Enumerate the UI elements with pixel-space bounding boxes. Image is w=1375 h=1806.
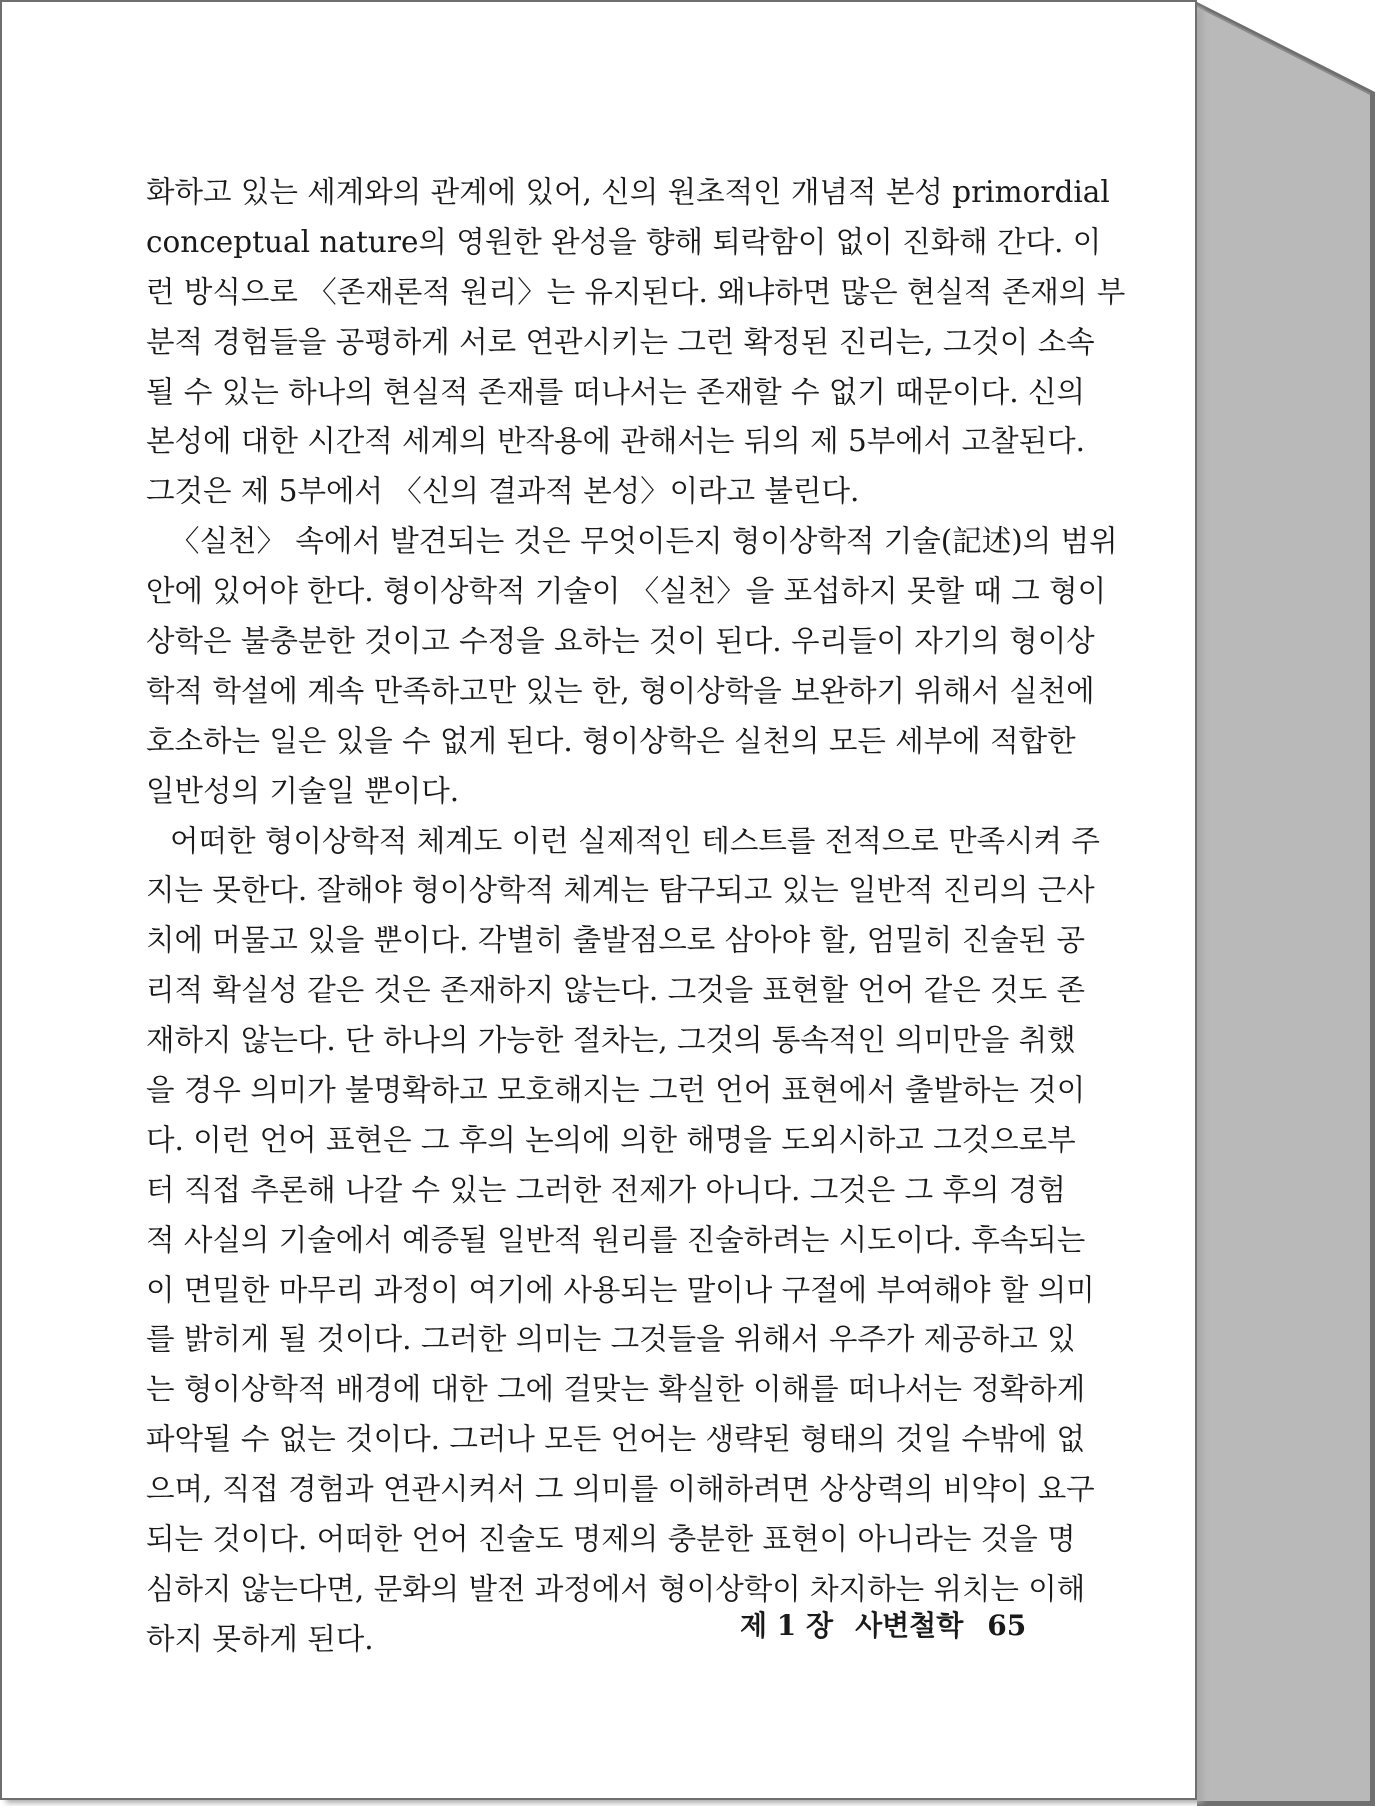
page-number: 65 [987,1609,1027,1642]
text-line: 일반성의 기술일 뿐이다. [146,773,460,808]
text-line: 되는 것이다. 어떠한 언어 진술도 명제의 충분한 표현이 아니라는 것을 명 [146,1522,1076,1557]
text-line: 리적 확실성 같은 것은 존재하지 않는다. 그것을 표현할 언어 같은 것도 존 [146,973,1085,1008]
text-line: 적 사실의 기술에서 예증될 일반적 원리를 진술하려는 시도이다. 후속되는 [146,1222,1086,1257]
text-line: 호소하는 일은 있을 수 없게 된다. 형이상학은 실천의 모든 세부에 적합한 [146,723,1076,758]
text-line: 으며, 직접 경험과 연관시켜서 그 의미를 이해하려면 상상력의 비약이 요구 [146,1472,1095,1507]
paragraph-1 [146,168,1126,517]
text-line: 그것은 제 5부에서 〈신의 결과적 본성〉이라고 불린다. [146,474,860,509]
text-line: 파악될 수 없는 것이다. 그러나 모든 언어는 생략된 형태의 것일 수밖에 없 [146,1422,1085,1457]
text-line: 안에 있어야 한다. 형이상학적 기술이 〈실천〉을 포섭하지 못할 때 그 형이 [146,574,1107,609]
paragraph-2 [146,517,1118,816]
text-line: 이 면밀한 마무리 과정이 여기에 사용되는 말이나 구절에 부여해야 할 의미 [146,1272,1095,1307]
text-line: 상학은 불충분한 것이고 수정을 요하는 것이 된다. 우리들이 자기의 형이상 [146,624,1095,659]
text-line: 〈실천〉 속에서 발견되는 것은 무엇이든지 형이상학적 기술(記述)의 범위 [170,524,1118,559]
text-line: 재하지 않는다. 단 하나의 가능한 절차는, 그것의 통속적인 의미만을 취했 [146,1023,1076,1058]
text-line: 을 경우 의미가 불명확하고 모호해지는 그런 언어 표현에서 출발하는 것이 [146,1073,1086,1108]
page-footer [740,1604,1027,1644]
text-line: 를 밝히게 될 것이다. 그러한 의미는 그것들을 위해서 우주가 제공하고 있 [146,1322,1076,1357]
text-line: 될 수 있는 하나의 현실적 존재를 떠나서는 존재할 수 없기 때문이다. 신의 [146,374,1085,409]
text-line: 터 직접 추론해 나갈 수 있는 그러한 전제가 아니다. 그것은 그 후의 경험 [146,1172,1066,1207]
text-line: 다. 이런 언어 표현은 그 후의 논의에 의한 해명을 도외시하고 그것으로부 [146,1122,1076,1157]
text-line: 하지 못하게 된다. [146,1621,374,1656]
text-line: 화하고 있는 세계와의 관계에 있어, 신의 원초적인 개념적 본성 primordial [146,175,1110,209]
text-line: 심하지 않는다면, 문화의 발전 과정에서 형이상학이 차지하는 위치는 이해 [146,1571,1086,1606]
chapter-title: 사변철학 [855,1609,964,1642]
text-line: 본성에 대한 시간적 세계의 반작용에 관해서는 뒤의 제 5부에서 고찰된다. [146,424,1085,459]
text-line: 런 방식으로 〈존재론적 원리〉는 유지된다. 왜냐하면 많은 현실적 존재의 부 [146,274,1126,309]
text-line: 학적 학설에 계속 만족하고만 있는 한, 형이상학을 보완하기 위해서 실천에 [146,673,1095,708]
text-line: 분적 경험들을 공평하게 서로 연관시키는 그런 확정된 진리는, 그것이 소속 [146,324,1095,359]
text-line: 는 형이상학적 배경에 대한 그에 걸맞는 확실한 이해를 떠나서는 정확하게 [146,1372,1086,1407]
text-line: 치에 머물고 있을 뿐이다. 각별히 출발점으로 삼아야 할, 엄밀히 진술된 공 [146,923,1085,958]
body-text [146,168,1126,1665]
chapter-label: 제 1 장 [740,1609,834,1642]
text-line: 어떠한 형이상학적 체계도 이런 실제적인 테스트를 전적으로 만족시켜 주 [170,823,1100,858]
text-line: conceptual nature의 영원한 완성을 향해 퇴락함이 없이 진화해 간다. 이 [146,224,1102,259]
text-line: 지는 못한다. 잘해야 형이상학적 체계는 탐구되고 있는 일반적 진리의 근사 [146,873,1095,908]
paragraph-3 [146,817,1100,1665]
